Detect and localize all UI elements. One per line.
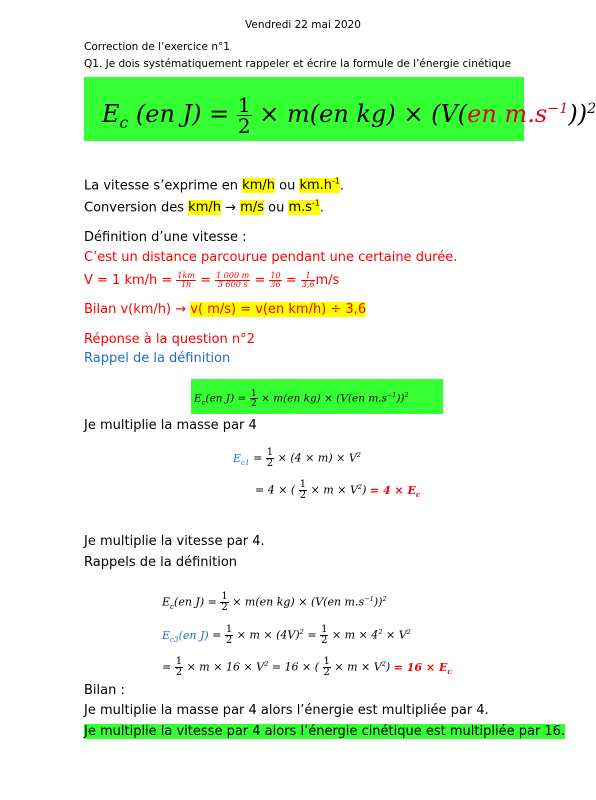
- mass-multiply-title: Je multiplie la masse par 4: [84, 418, 257, 433]
- speed-conversion-equation: V = 1 km/h = $\frac{1km}{1h}$ = $\frac{1 000 m}{3 600 s}$ = $\frac{10}{36}$ = $\frac{1}{3,6}$ m/s: [84, 271, 340, 289]
- bilan-title: Bilan :: [84, 683, 125, 698]
- formula-mass: × m(en kg) × (V(: [259, 100, 468, 128]
- speed-units-line: La vitesse s’exprime en km/h ou $km.h^{-1}$.: [84, 177, 344, 194]
- ec1-result-line: = 4 × ( $\frac{1}{2}$ × $m \times V^2) = 4 \times E_c$: [255, 479, 421, 502]
- unit-kmh: km/h: [242, 178, 275, 194]
- rappel-definition: Rappel de la définition: [84, 351, 231, 366]
- definition-title: Définition d’une vitesse :: [84, 230, 247, 245]
- formula-lhs-sub: c: [119, 113, 129, 132]
- unit-kmh-exp: $km.h^{-1}$: [299, 177, 340, 194]
- correction-title: Correction de l’exercice n°1: [84, 41, 230, 53]
- ec3-result-line: = $\frac{1}{2}$ × $m \times 16 \times V^2 = 16$ × ( $\frac{1}{2}$ × $m \times V^2) = 16 \times E_c$: [162, 656, 452, 679]
- formula-speed-exp: −1: [547, 101, 569, 117]
- formula-half: $\frac{1}{2}$: [237, 93, 251, 138]
- formula-speed-unit: en m.s: [467, 100, 548, 128]
- formula-square: 2: [587, 101, 596, 117]
- formula-box-small: $E_c(en$ J) = $\frac{1}{2}$ × m(en kg) × (V(en $m.s^{-1}))^2$: [191, 379, 443, 414]
- ec1-line: $E_{c1}$ = $\frac{1}{2}$ × $(4 \times m) \times V^2$: [233, 447, 361, 470]
- bilan-mass: Je multiplie la masse par 4 alors l’énergie est multipliée par 4.: [84, 703, 489, 718]
- bilan-conversion: Bilan v(km/h) → v( m/s) = v(en km/h) ÷ 3,6: [84, 302, 367, 317]
- date-header: Vendredi 22 mai 2020: [245, 19, 361, 31]
- bilan-speed-highlight: Je multiplie la vitesse par 4 alors l’énergie cinétique est multipliée par 16.: [84, 724, 566, 739]
- speed-multiply-title: Je multiplie la vitesse par 4.: [84, 534, 265, 549]
- ec1-result: = $4 \times E_c$: [369, 483, 421, 499]
- rappels-definition: Rappels de la définition: [84, 555, 238, 570]
- ec3-result: = $16 \times E_c$: [393, 660, 452, 676]
- question-2-title: Réponse à la question n°2: [84, 332, 255, 347]
- bilan-conversion-highlight: v( m/s) = v(en km/h) ÷ 3,6: [190, 302, 367, 317]
- question-1: Q1. Je dois systématiquement rappeler et écrire la formule de l’énergie cinétique: [84, 58, 512, 70]
- formula-lhs: E: [102, 100, 120, 128]
- formula-close: ): [568, 100, 578, 128]
- q3-formula-line: $E_c(en$ J) = $\frac{1}{2}$ × m(en kg) × (V(en $m.s^{-1}))^2$: [162, 591, 387, 614]
- kinetic-energy-formula: $E_c$ (en J) = $\frac{1}{2}$ × m(en kg) × (V(en $m.s^{-1}))^2$: [102, 93, 596, 138]
- definition-text: C’est un distance parcourue pendant une certaine durée.: [84, 250, 458, 265]
- bilan-speed: [84, 724, 565, 739]
- kinetic-energy-formula-box: [84, 77, 596, 141]
- formula-lhs-unit: (en J) =: [135, 100, 230, 128]
- conversion-line: Conversion des km/h → m/s ou $m.s^{-1}$.: [84, 199, 324, 216]
- ec3-line: $E_{c3}(en$ J) = $\frac{1}{2}$ × $m \times (4V)^2$ = $\frac{1}{2}$ × $m \times 4^2 \times V^2$: [162, 624, 411, 647]
